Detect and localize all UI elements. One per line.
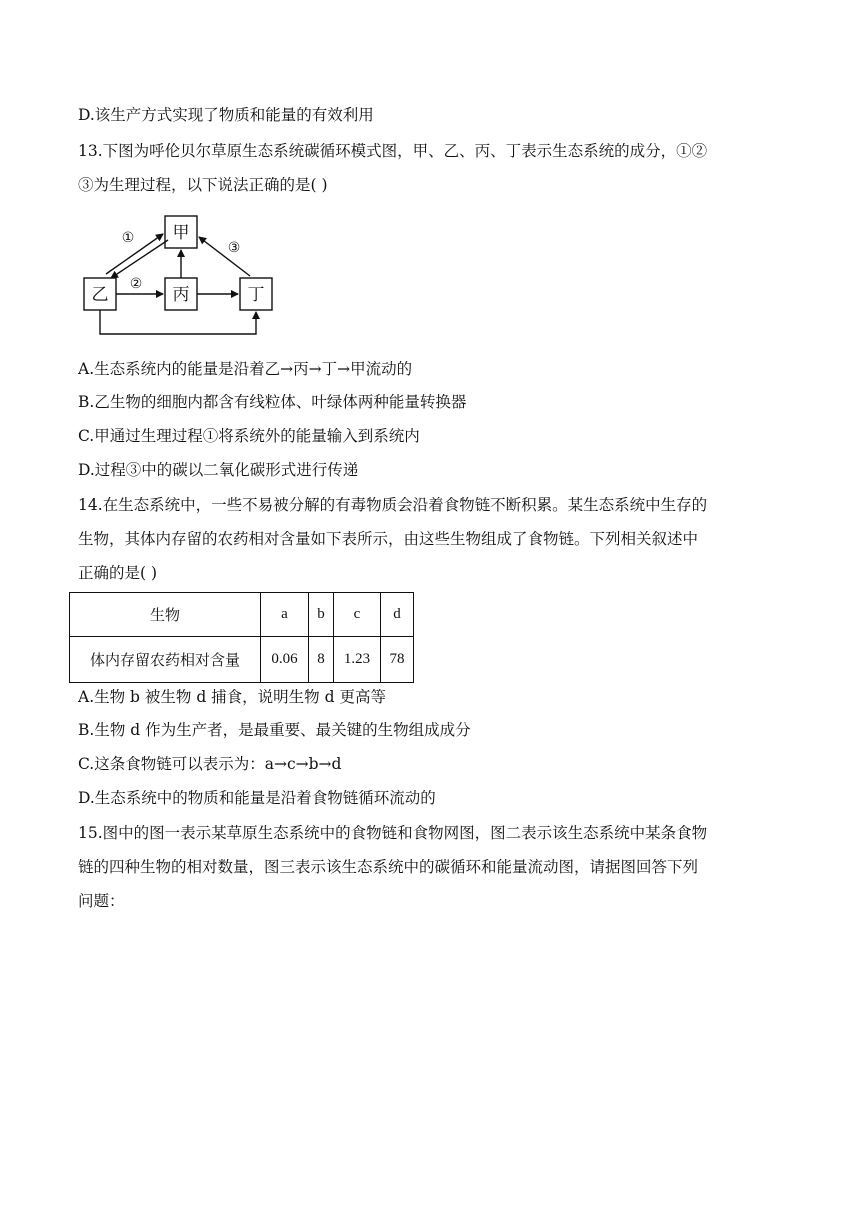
q15-stem-line1: 15.图中的图一表示某草原生态系统中的食物链和食物网图，图二表示该生态系统中某条食物	[78, 824, 708, 842]
arrow-yi-to-ding-bottom	[100, 310, 256, 334]
table-header-a: a	[261, 593, 309, 637]
table-header-c: c	[334, 593, 381, 637]
q15-stem-line2: 链的四种生物的相对数量，图三表示该生态系统中的碳循环和能量流动图，请据图回答下列	[78, 858, 699, 876]
table-cell-b: 8	[309, 637, 334, 683]
process-label-1: ①	[121, 230, 135, 246]
q15-stem-line3: 问题：	[78, 892, 125, 910]
q14-stem-line2: 生物，其体内存留的农药相对含量如下表所示，由这些生物组成了食物链。下列相关叙述中	[78, 530, 699, 548]
table-cell-c: 1.23	[334, 637, 381, 683]
table-header-d: d	[381, 593, 414, 637]
q14-stem-line1: 14.在生态系统中，一些不易被分解的有毒物质会沿着食物链不断积累。某生态系统中生存的	[78, 496, 708, 514]
node-label-yi: 乙	[91, 285, 109, 305]
table-cell-a: 0.06	[261, 637, 309, 683]
q13-option-c: C.甲通过生理过程①将系统外的能量输入到系统内	[78, 427, 420, 445]
q14-option-d: D.生态系统中的物质和能量是沿着食物链循环流动的	[78, 789, 436, 807]
q12-option-d: D.该生产方式实现了物质和能量的有效利用	[78, 106, 374, 124]
q14-option-c: C.这条食物链可以表示为：a→c→b→d	[78, 755, 342, 773]
table-header-b: b	[309, 593, 334, 637]
node-label-ding: 丁	[247, 285, 265, 305]
carbon-cycle-diagram	[78, 212, 288, 342]
node-label-jia: 甲	[172, 223, 190, 243]
arrow-ding-to-jia	[199, 237, 250, 276]
q14-option-b: B.生物 d 作为生产者，是最重要、最关键的生物组成成分	[78, 721, 471, 739]
q14-option-a: A.生物 b 被生物 d 捕食，说明生物 d 更高等	[78, 688, 386, 706]
q14-stem-line3: 正确的是( )	[78, 564, 158, 582]
node-label-bing: 丙	[172, 285, 190, 305]
process-label-2: ②	[129, 276, 143, 292]
table-row-label: 体内存留农药相对含量	[70, 637, 261, 683]
arrow-jia-to-yi	[111, 240, 168, 278]
arrow-yi-to-jia	[106, 234, 163, 274]
table-header-label: 生物	[70, 593, 261, 637]
table-cell-d: 78	[381, 637, 414, 683]
pesticide-table	[69, 592, 414, 683]
q13-option-a: A.生态系统内的能量是沿着乙→丙→丁→甲流动的	[78, 360, 413, 378]
q13-option-b: B.乙生物的细胞内都含有线粒体、叶绿体两种能量转换器	[78, 393, 467, 411]
q13-option-d: D.过程③中的碳以二氧化碳形式进行传递	[78, 461, 359, 479]
q13-stem-line1: 13.下图为呼伦贝尔草原生态系统碳循环模式图，甲、乙、丙、丁表示生态系统的成分，①②	[78, 142, 708, 160]
q13-stem-line2: ③为生理过程，以下说法正确的是( )	[78, 176, 328, 194]
process-label-3: ③	[227, 240, 241, 256]
